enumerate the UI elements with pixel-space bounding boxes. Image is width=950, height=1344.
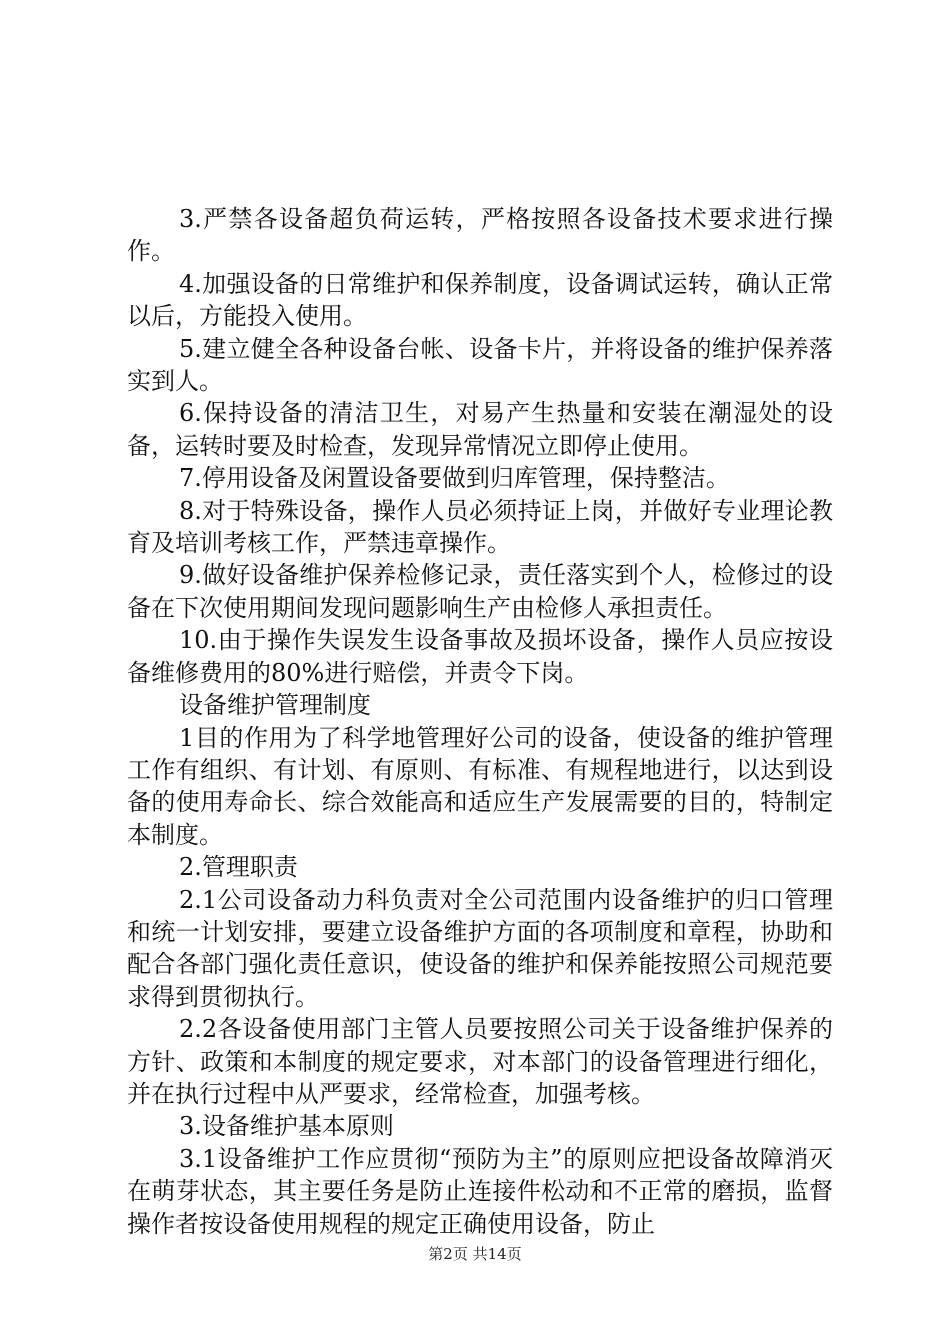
paragraph: 4.加强设备的日常维护和保养制度，设备调试运转，确认正常以后，方能投入使用。 <box>127 269 833 331</box>
paragraph: 6.保持设备的清洁卫生，对易产生热量和安装在潮湿处的设备，运转时要及时检查，发现异常情况立即停止使用。 <box>127 399 833 460</box>
paragraph: 5.建立健全各种设备台帐、设备卡片，并将设备的维护保养落实到人。 <box>127 334 833 396</box>
paragraph: 2.2各设备使用部门主管人员要按照公司关于设备维护保养的方针、政策和本制度的规定要求，对本部门的设备管理进行细化，并在执行过程中从严要求，经常检查，加强考核。 <box>127 1015 833 1108</box>
paragraph: 3.1设备维护工作应贯彻“预防为主”的原则应把设备故障消灭在萌芽状态，其主要任务是防止连接件松动和不正常的磨损，监督操作者按设备使用规程的规定正确使用设备，防止 <box>127 1144 833 1238</box>
paragraph: 10.由于操作失误发生设备事故及损坏设备，操作人员应按设备维修费用的80%进行赔偿，并责令下岗。 <box>127 626 833 687</box>
paragraph: 3.严禁各设备超负荷运转，严格按照各设备技术要求进行操作。 <box>127 205 833 266</box>
page-footer: 第2页 共14页 <box>428 1245 522 1263</box>
document-body <box>127 203 833 1240</box>
paragraph: 2.1公司设备动力科负责对全公司范围内设备维护的归口管理和统一计划安排，要建立设备维护方面的各项制度和章程，协助和配合各部门强化责任意识，使设备的维护和保养能按照公司规范要求得到贯彻执行。 <box>127 885 833 1011</box>
section-heading: 3.设备维护基本原则 <box>179 1112 394 1141</box>
paragraph: 8.对于特殊设备，操作人员必须持证上岗，并做好专业理论教育及培训考核工作，严禁违章操作。 <box>127 496 833 558</box>
paragraph: 7.停用设备及闲置设备要做到归库管理，保持整洁。 <box>179 464 730 493</box>
paragraph: 9.做好设备维护保养检修记录，责任落实到个人，检修过的设备在下次使用期间发现问题影响生产由检修人承担责任。 <box>127 561 833 622</box>
section-heading: 2.管理职责 <box>179 853 298 882</box>
paragraph: 1目的作用为了科学地管理好公司的设备，使设备的维护管理工作有组织、有计划、有原则、有标准、有规程地进行，以达到设备的使用寿命长、综合效能高和适应生产发展需要的目的，特制定本制度。 <box>127 723 833 849</box>
section-heading: 设备维护管理制度 <box>179 691 371 720</box>
